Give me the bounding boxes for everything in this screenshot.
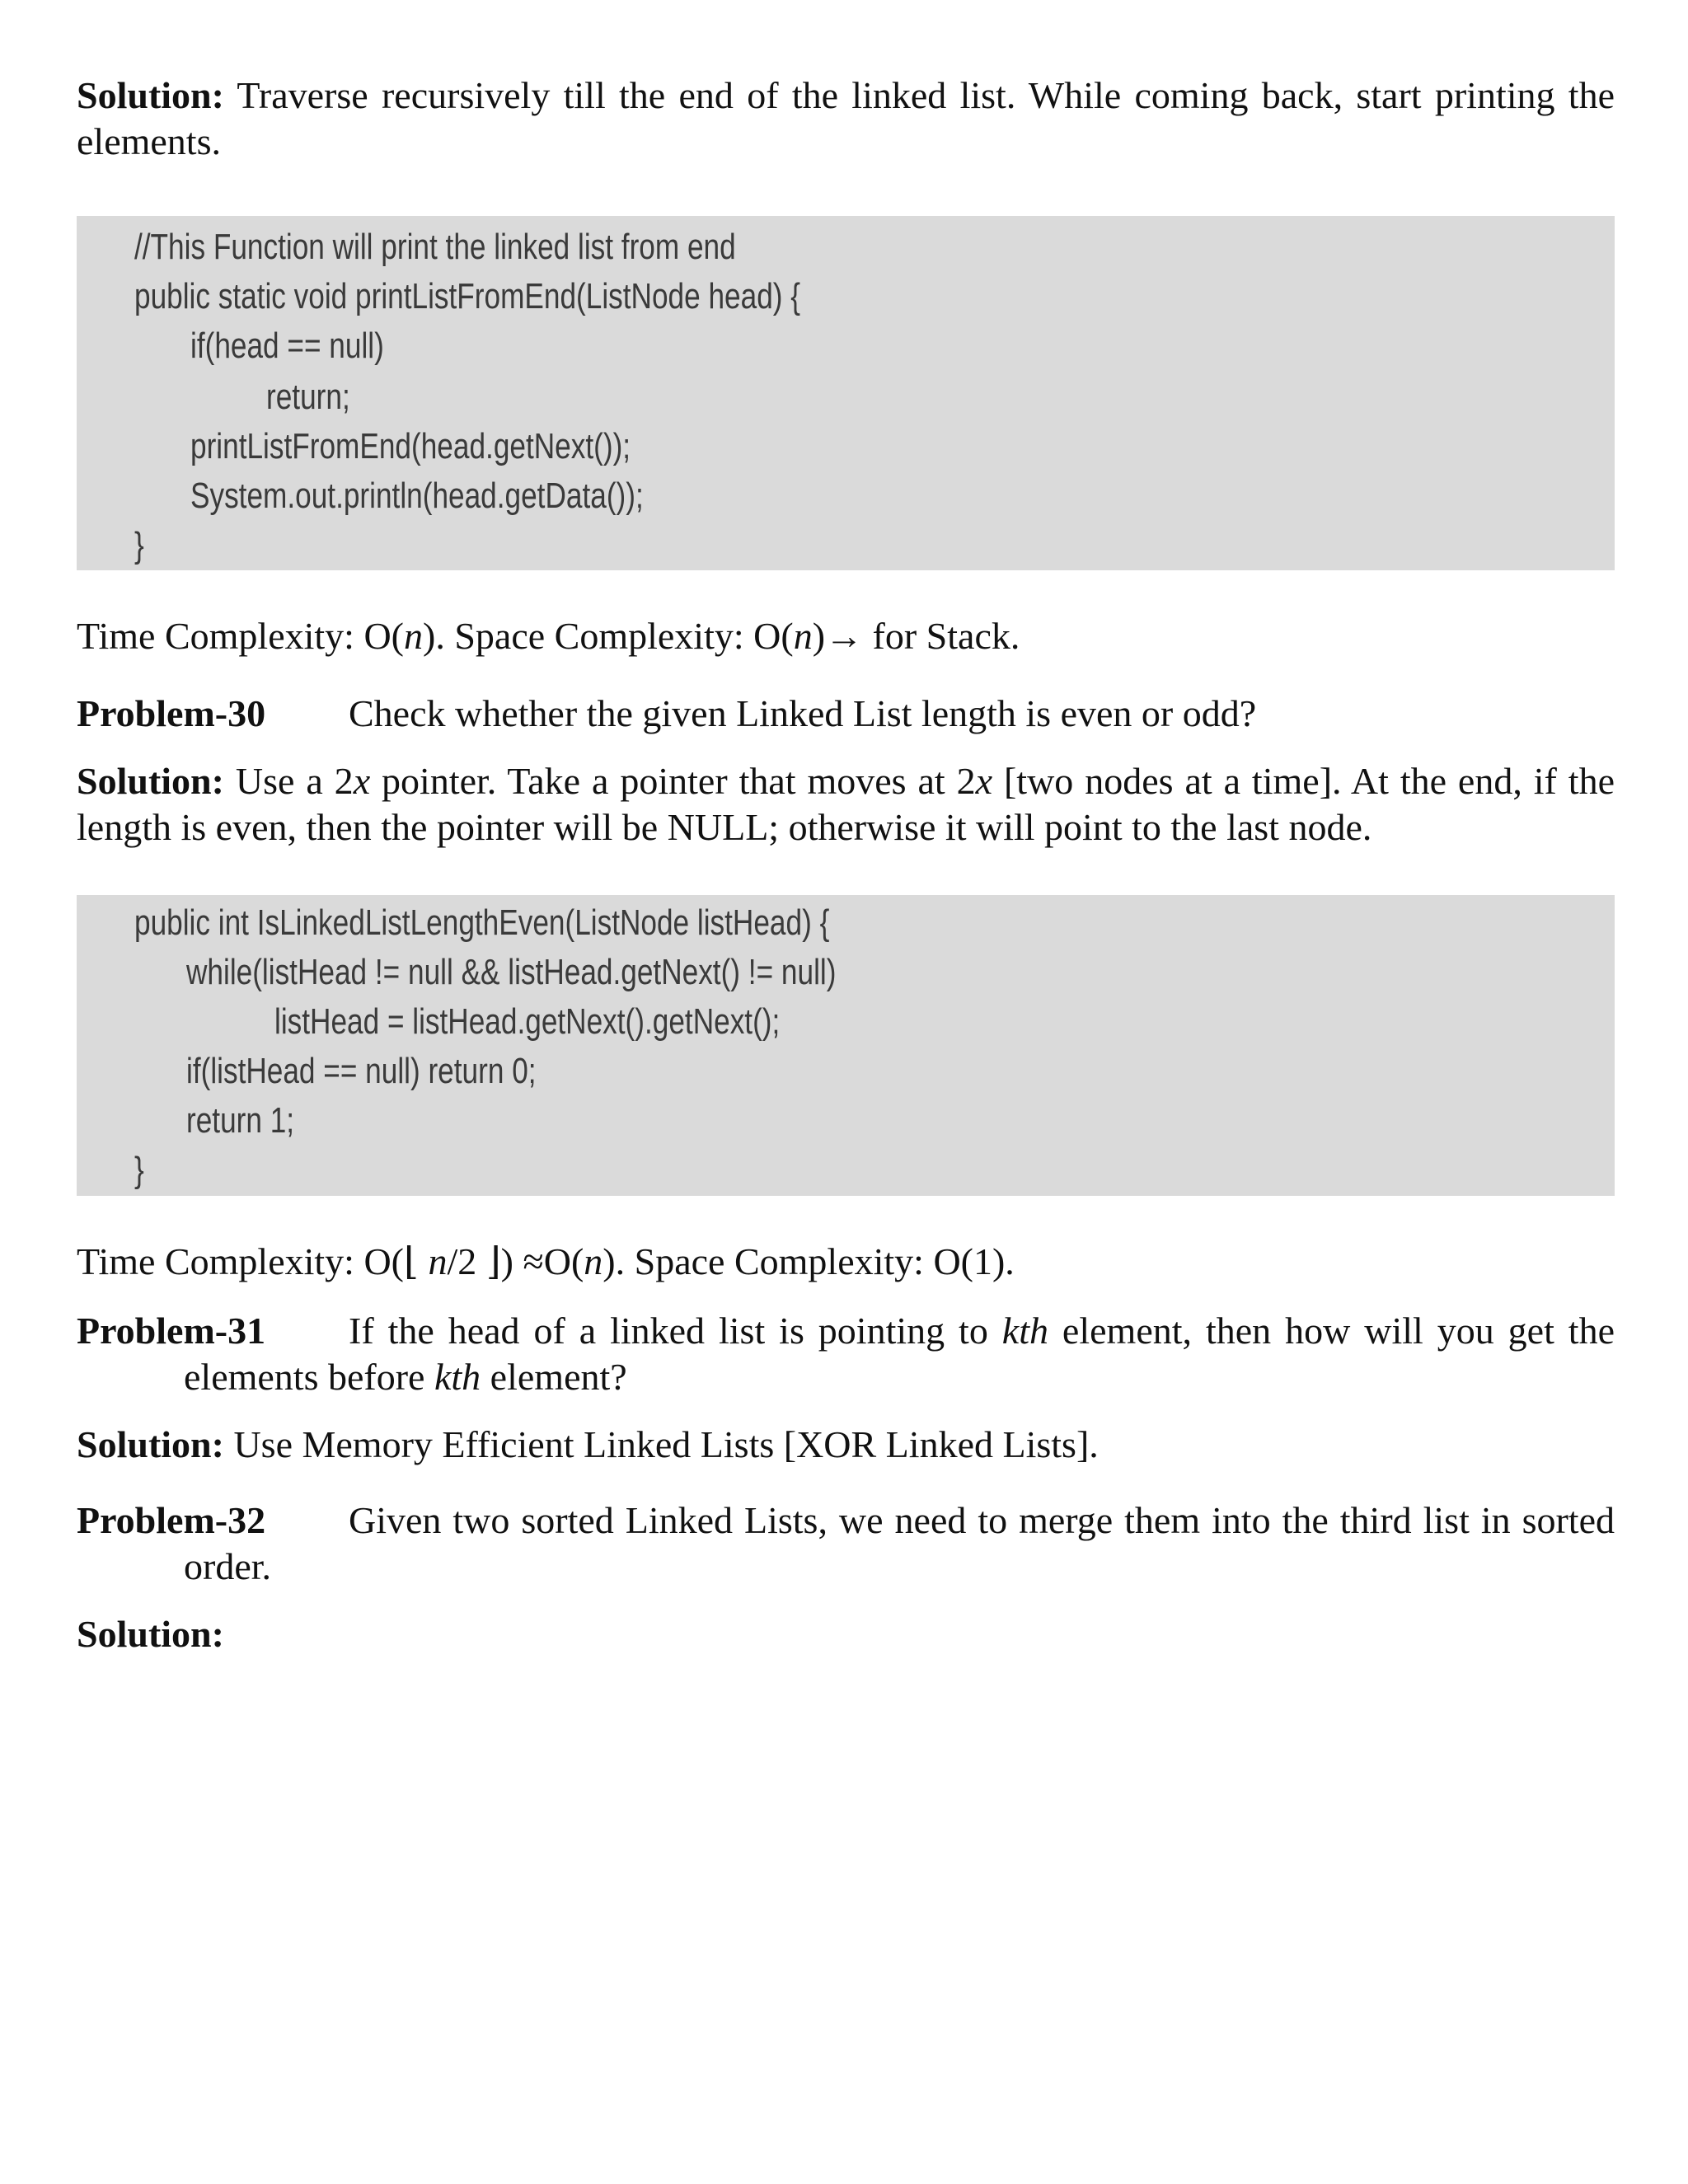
problem-text: element, then how will you get the elements before xyxy=(184,1310,1615,1398)
solution-label: Solution: xyxy=(77,1613,224,1655)
code-line: return 1; xyxy=(186,1100,295,1141)
code-line: System.out.println(head.getData()); xyxy=(190,476,644,516)
complexity-line xyxy=(77,613,1615,659)
code-line: printListFromEnd(head.getNext()); xyxy=(190,426,631,466)
solution-text: [two nodes at a time]. At the end, if the length is even, then the pointer will be NULL; otherwise it will point to the last node. xyxy=(77,760,1615,848)
complexity-line xyxy=(77,1239,1615,1285)
solution-text: Use a 2 xyxy=(223,760,354,802)
solution-label: Solution: xyxy=(77,1423,224,1465)
code-line: listHead = listHead.getNext().getNext(); xyxy=(274,1001,781,1042)
problem-var: kth xyxy=(1001,1310,1048,1352)
solution-paragraph xyxy=(77,73,1615,165)
solution-paragraph xyxy=(77,1422,1615,1468)
solution-paragraph xyxy=(77,758,1615,851)
document-page xyxy=(77,73,1615,1657)
problem-text: If the head of a linked list is pointing to xyxy=(349,1310,1002,1352)
code-line: if(head == null) xyxy=(190,326,384,366)
complexity-text: )→ for Stack. xyxy=(812,615,1020,657)
complexity-text: Time Complexity: O(⌊ xyxy=(77,1240,429,1282)
solution-label: Solution: xyxy=(77,74,224,116)
solution-text: Use Memory Efficient Linked Lists [XOR Linked Lists]. xyxy=(223,1423,1099,1465)
problem-text: Given two sorted Linked Lists, we need to merge them into the third list in sorted order. xyxy=(184,1499,1615,1587)
code-line: //This Function will print the linked list from end xyxy=(134,227,736,267)
complexity-var: n xyxy=(404,615,423,657)
code-block-length-even xyxy=(77,895,1615,1196)
problem-32 xyxy=(77,1497,1615,1590)
code-line: if(listHead == null) return 0; xyxy=(186,1051,537,1091)
complexity-var: n xyxy=(584,1240,603,1282)
code-line: public static void printListFromEnd(ListNode head) { xyxy=(134,276,801,316)
code-line: return; xyxy=(266,377,350,417)
solution-label: Solution: xyxy=(77,760,224,802)
complexity-text: ). Space Complexity: O( xyxy=(423,615,794,657)
complexity-text: /2 ⌋) ≈O( xyxy=(447,1240,584,1282)
problem-label: Problem-30 xyxy=(77,692,266,734)
complexity-text: Time Complexity: O( xyxy=(77,615,404,657)
solution-text: pointer. Take a pointer that moves at 2 xyxy=(370,760,976,802)
solution-text: Traverse recursively till the end of the linked list. While coming back, start printing the elements. xyxy=(77,74,1615,162)
code-line: } xyxy=(134,525,144,565)
complexity-text: ). Space Complexity: O(1). xyxy=(603,1240,1015,1282)
solution-var: x xyxy=(975,760,993,802)
code-line: } xyxy=(134,1150,144,1190)
problem-var: kth xyxy=(434,1356,481,1398)
solution-var: x xyxy=(353,760,371,802)
problem-label: Problem-31 xyxy=(77,1310,266,1352)
problem-label: Problem-32 xyxy=(77,1499,266,1541)
solution-paragraph xyxy=(77,1611,1615,1657)
complexity-var: n xyxy=(793,615,813,657)
problem-31 xyxy=(77,1308,1615,1400)
problem-text: Check whether the given Linked List length is even or odd? xyxy=(349,692,1257,734)
problem-30 xyxy=(77,691,1615,737)
code-block-print-list xyxy=(77,216,1615,570)
problem-text: element? xyxy=(481,1356,627,1398)
complexity-var: n xyxy=(428,1240,448,1282)
code-line: while(listHead != null && listHead.getNext() != null) xyxy=(186,952,837,992)
code-line: public int IsLinkedListLengthEven(ListNode listHead) { xyxy=(134,902,830,943)
